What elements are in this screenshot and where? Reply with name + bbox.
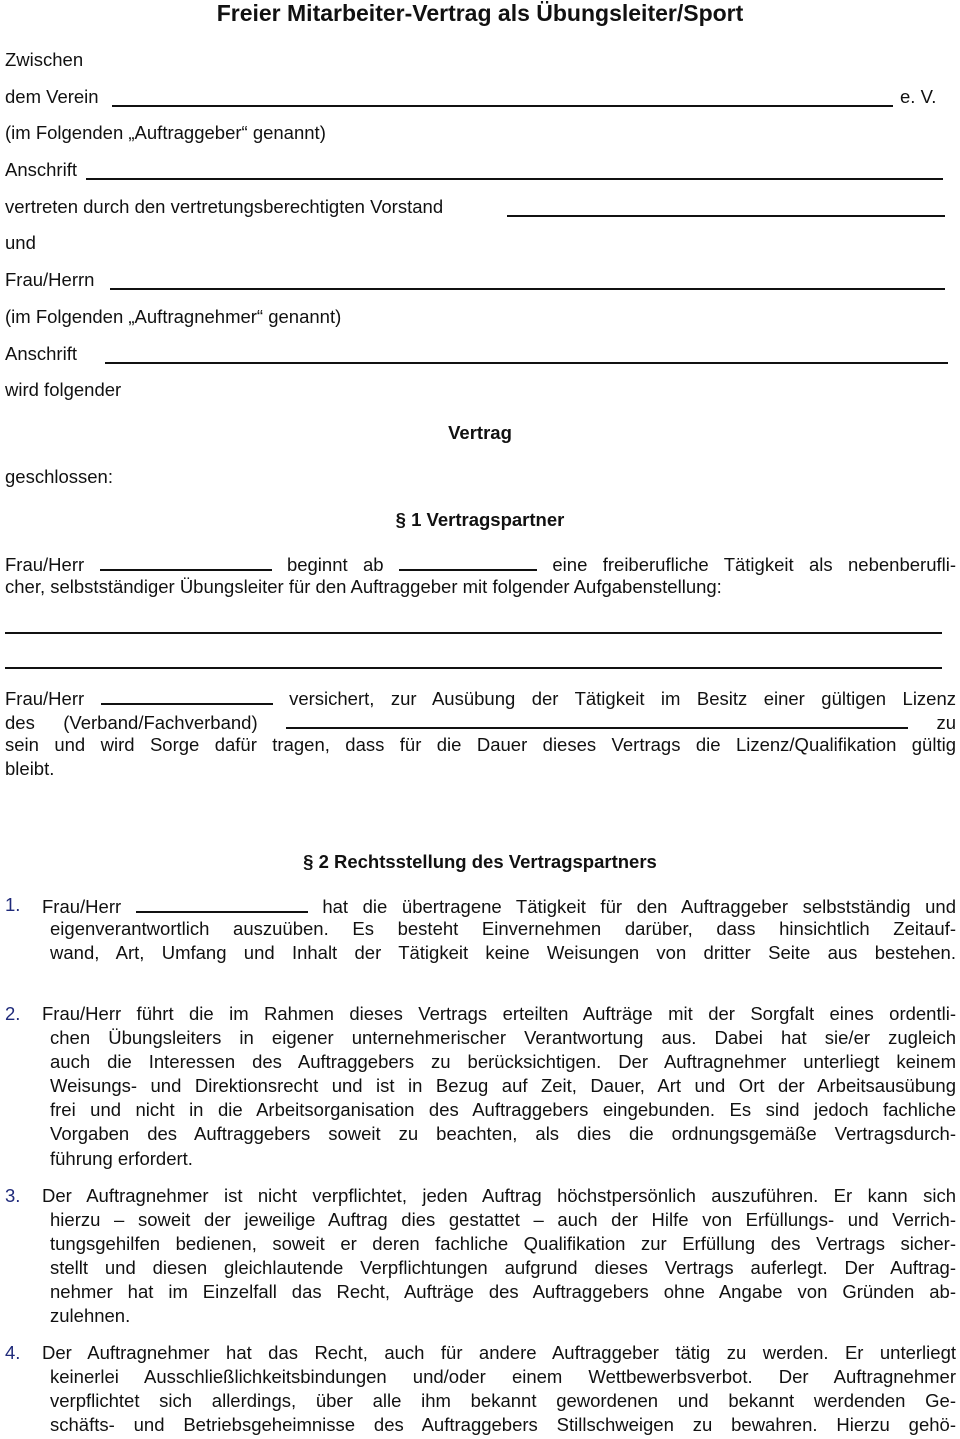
section-1-heading: § 1 Vertragspartner <box>395 509 565 530</box>
s1-p2-frau-herr: Frau/Herr <box>5 688 85 709</box>
item-4-number: 4. <box>5 1342 21 1363</box>
verein-blank[interactable] <box>112 105 893 107</box>
item-1-line-2: eigenverantwortlich auszuüben. Es besteht Einvernehmen darüber, dass hinsichtlich Zeitauf- <box>50 918 956 939</box>
label-geschlossen: geschlossen: <box>5 466 113 487</box>
item-3-line: stellt und diesen gleichlautende Verpflichtungen aufgrund dieses Vertrags auferlegt. Der Auftrag- <box>50 1257 956 1278</box>
aufgaben-blank-1[interactable] <box>5 632 942 634</box>
s1-p1-line2: cher, selbstständiger Übungsleiter für den Auftraggeber mit folgender Aufgabenstellung: <box>5 576 722 597</box>
item-1-line-1 <box>42 893 956 917</box>
item-4-line: keinerlei Ausschließlichkeitsbindungen und/oder einem Wettbewerbsverbot. Der Auftragnehmer <box>50 1366 956 1387</box>
anschrift-1-blank[interactable] <box>86 178 943 180</box>
auftraggeber-note: (im Folgenden „Auftraggeber“ genannt) <box>5 122 326 143</box>
item-2-line: führung erfordert. <box>50 1148 193 1169</box>
label-frau-herrn: Frau/Herrn <box>5 269 95 290</box>
item-3-line: nehmer hat im Einzelfall das Recht, Aufträge des Auftraggebers ohne Angabe von Gründen ab- <box>50 1281 956 1302</box>
aufgaben-blank-2[interactable] <box>5 667 942 669</box>
label-anschrift-1: Anschrift <box>5 159 77 180</box>
name-blank-3[interactable] <box>136 893 308 913</box>
vorstand-blank[interactable] <box>507 215 945 217</box>
verband-blank[interactable] <box>286 709 908 729</box>
label-verein: dem Verein <box>5 86 99 107</box>
item-2-line: Frau/Herr führt die im Rahmen dieses Vertrags erteilten Aufträge mit der Sorgfalt eines ordentli- <box>42 1003 956 1024</box>
item-4-line: schäfts- und Betriebsgeheimnisse des Auftraggebers Stillschweigen zu bewahren. Hierzu gehö- <box>50 1414 956 1435</box>
item-2-number: 2. <box>5 1003 21 1024</box>
item-2-line: Weisungs- und Direktionsrecht und ist in Bezug auf Zeit, Dauer, Art und Ort der Arbeitsausübung <box>50 1075 956 1096</box>
item-3-line: zulehnen. <box>50 1305 131 1326</box>
s1-p2-line1 <box>5 685 956 709</box>
label-und: und <box>5 232 36 253</box>
item-4-line: Der Auftragnehmer hat das Recht, auch für andere Auftraggeber tätig zu werden. Er unterliegt <box>42 1342 956 1363</box>
label-anschrift-2: Anschrift <box>5 343 77 364</box>
s1-p2-zu: zu <box>936 712 957 733</box>
item-1-frau-herr: Frau/Herr <box>42 896 122 917</box>
s1-p2-line3: sein und wird Sorge dafür tragen, dass für die Dauer dieses Vertrags die Lizenz/Qualifikation gültig <box>5 734 956 755</box>
label-vertreten: vertreten durch den vertretungsberechtigten Vorstand <box>5 196 444 217</box>
s1-p1-frau-herr: Frau/Herr <box>5 554 85 575</box>
label-wird-folgender: wird folgender <box>5 379 122 400</box>
heading-vertrag: Vertrag <box>448 422 512 443</box>
s1-p1-line1 <box>5 551 956 575</box>
s1-p1-beginnt: beginnt ab <box>286 554 384 575</box>
s1-p2-text: versichert, zur Ausübung der Tätigkeit im Besitz einer gültigen Lizenz <box>289 688 957 709</box>
s1-p2-verband: des (Verband/Fachverband) <box>5 712 258 733</box>
anschrift-2-blank[interactable] <box>105 362 948 364</box>
item-3-line: Der Auftragnehmer ist nicht verpflichtet, jeden Auftrag höchstpersönlich auszuführen. Er kann sich <box>42 1185 956 1206</box>
item-2-line: chen Übungsleiters in eigener unternehmerischer Verantwortung aus. Dabei hat sie/er zugleich <box>50 1027 956 1048</box>
item-4-line: verpflichtet sich allerdings, über alle ihm bekannt gewordenen und bekannt werdenden Ge- <box>50 1390 956 1411</box>
label-ev: e. V. <box>900 86 937 107</box>
item-2-line: auch die Interessen des Auftraggebers zu berücksichtigen. Der Auftragnehmer unterliegt keinem <box>50 1051 956 1072</box>
item-2-line: frei und nicht in die Arbeitsorganisation des Auftraggebers eingebunden. Es sind jedoch fachliche <box>50 1099 956 1120</box>
section-2-heading: § 2 Rechtsstellung des Vertragspartners <box>303 851 657 872</box>
auftragnehmer-note: (im Folgenden „Auftragnehmer“ genannt) <box>5 306 342 327</box>
label-zwischen: Zwischen <box>5 49 84 70</box>
name-blank[interactable] <box>100 551 272 571</box>
item-3-line: tungsgehilfen bedienen, soweit er deren fachliche Qualifikation zur Erfüllung des Vertrags sicher- <box>50 1233 956 1254</box>
page-title: Freier Mitarbeiter-Vertrag als Übungsleiter/Sport <box>216 0 744 26</box>
item-1-text: hat die übertragene Tätigkeit für den Auftraggeber selbstständig und <box>322 896 957 917</box>
s1-p1-text: eine freiberufliche Tätigkeit als nebenberufli- <box>552 554 957 575</box>
item-2-line: Vorgaben des Auftraggebers soweit zu beachten, als dies die ordnungsgemäße Vertragsdurch- <box>50 1123 956 1144</box>
item-1-number: 1. <box>5 894 21 915</box>
s1-p2-line4: bleibt. <box>5 758 55 779</box>
name-blank-2[interactable] <box>101 685 273 705</box>
item-3-number: 3. <box>5 1185 21 1206</box>
item-3-line: hierzu – soweit der jeweilige Auftrag dies gestattet – auch der Hilfe von Erfüllungs- und Verrich- <box>50 1209 956 1230</box>
item-1-line-3: wand, Art, Umfang und Inhalt der Tätigkeit keine Weisungen von dritter Seite aus bestehen. <box>50 942 956 963</box>
frau-herrn-blank[interactable] <box>110 288 945 290</box>
s1-p2-line2 <box>5 709 956 733</box>
start-date-blank[interactable] <box>399 551 537 571</box>
